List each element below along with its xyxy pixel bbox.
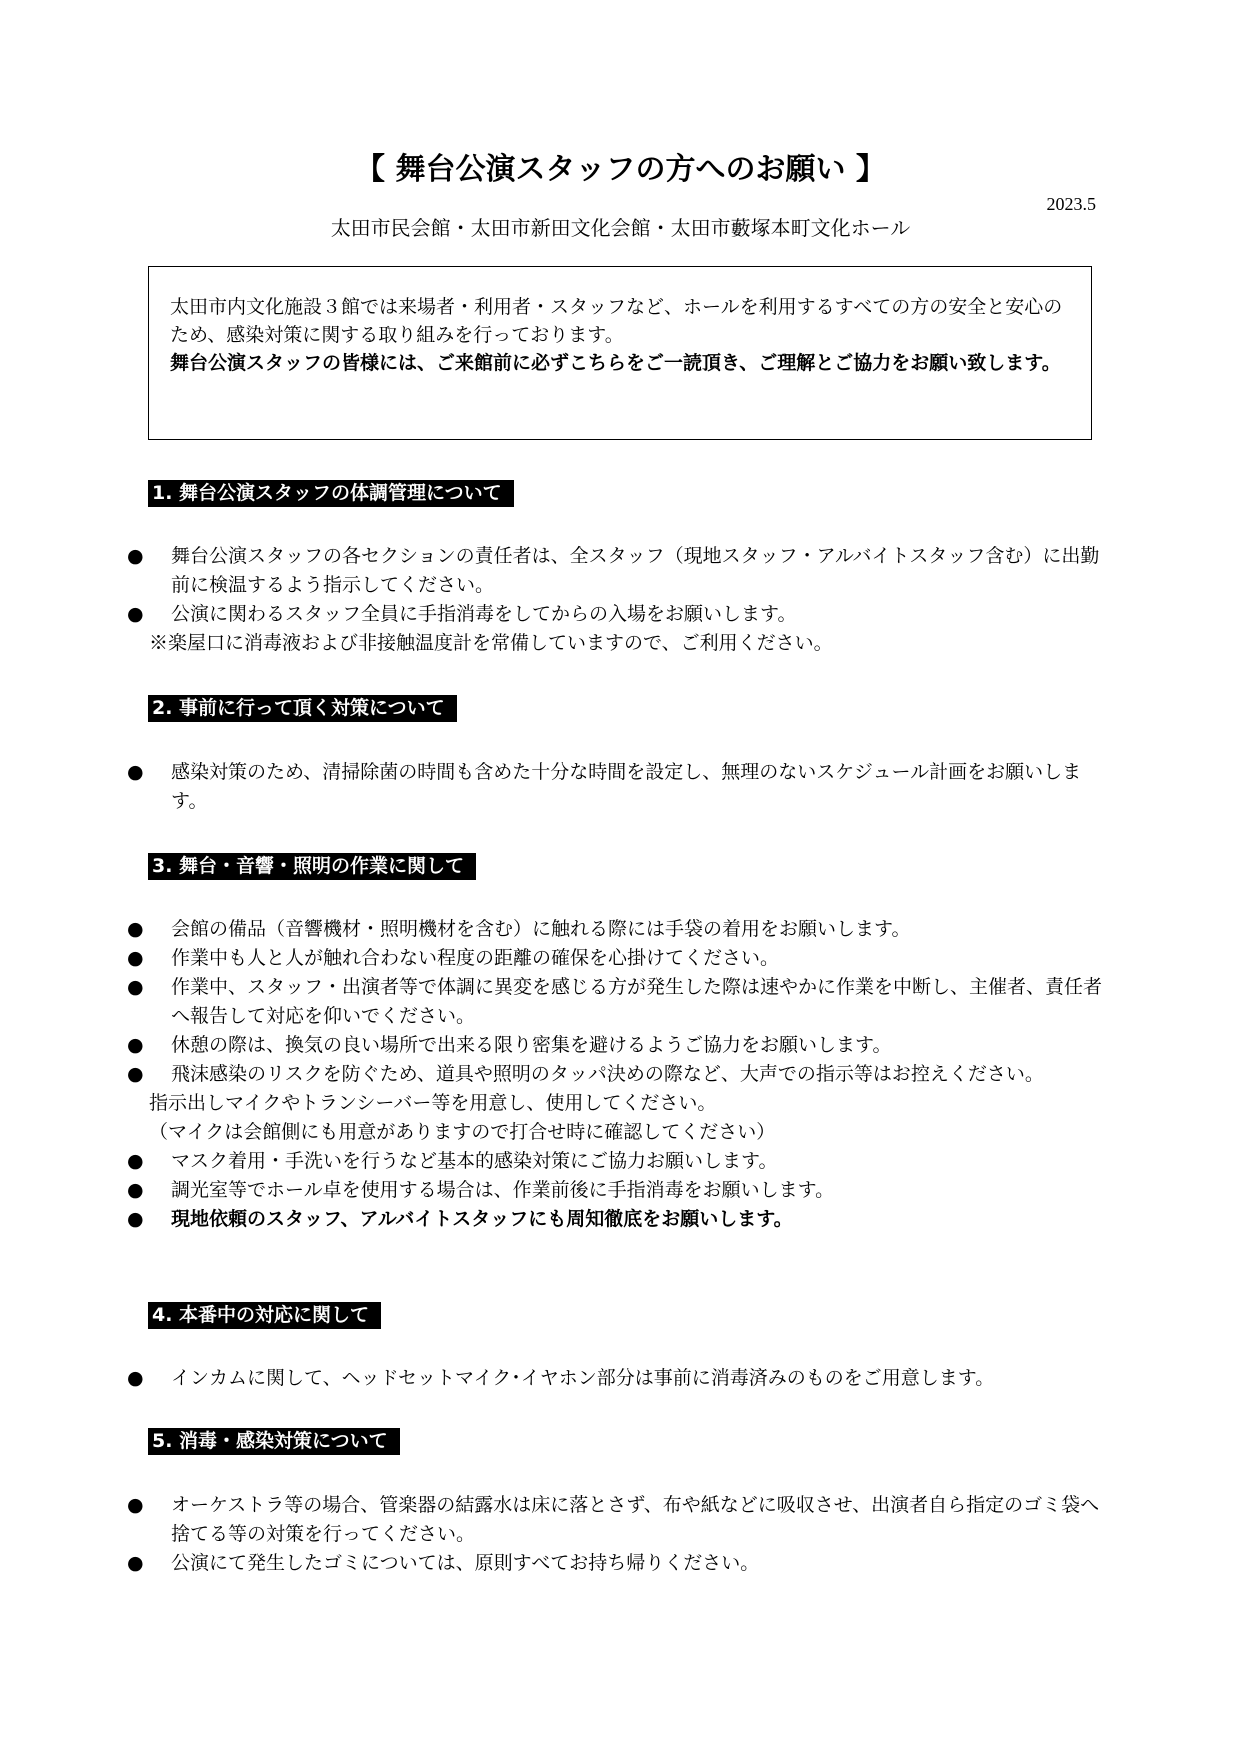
list-item: ● 感染対策のため、清掃除菌の時間も含めた十分な時間を設定し、無理のないスケジュール計画をお願いします。	[149, 758, 1109, 816]
facility-names: 太田市民会館・太田市新田文化会館・太田市藪塚本町文化ホール	[330, 216, 911, 240]
sub-line: （マイクは会館側にも用意がありますので打合せ時に確認してください）	[149, 1121, 776, 1143]
list-item: ● 飛沫感染のリスクを防ぐため、道具や照明のタッパ決めの際など、大声での指示等はお控えください。	[149, 1060, 1109, 1089]
bullet-icon: ●	[127, 1179, 144, 1201]
list-item-emphasis: ● 現地依頼のスタッフ、アルバイトスタッフにも周知徹底をお願いします。	[149, 1205, 1109, 1234]
list-item: ● 公演にて発生したゴミについては、原則すべてお持ち帰りください。	[149, 1549, 1109, 1578]
list-item: ● 調光室等でホール卓を使用する場合は、作業前後に手指消毒をお願いします。	[149, 1176, 1109, 1205]
notice-box	[148, 266, 1092, 440]
section-heading-4: 4. 本番中の対応に関して	[148, 1302, 381, 1329]
bullet-icon: ●	[127, 603, 144, 625]
bullet-icon: ●	[127, 1034, 144, 1056]
list-item: ● 会館の備品（音響機材・照明機材を含む）に触れる際には手袋の着用をお願いします。	[149, 915, 1109, 944]
document-date: 2023.5	[1046, 194, 1096, 214]
list-item: ● インカムに関して、ヘッドセットマイク･イヤホン部分は事前に消毒済みのものをご用意します。	[149, 1364, 1109, 1393]
section-1-list	[127, 542, 1109, 658]
bullet-icon: ●	[127, 1208, 144, 1230]
bullet-icon: ●	[127, 1552, 144, 1574]
section-heading-1: 1. 舞台公演スタッフの体調管理について	[148, 480, 514, 507]
section-4-list	[127, 1364, 1109, 1393]
bullet-icon: ●	[127, 761, 144, 783]
list-item: ● 休憩の際は、換気の良い場所で出来る限り密集を避けるようご協力をお願いします。	[149, 1031, 1109, 1060]
bullet-icon: ●	[127, 1367, 144, 1389]
list-item: ● 作業中も人と人が触れ合わない程度の距離の確保を心掛けてください。	[149, 944, 1109, 973]
notice-intro: 太田市内文化施設３館では来場者・利用者・スタッフなど、ホールを利用するすべての方の安全と安心のため、感染対策に関する取り組みを行っております。	[170, 296, 1063, 346]
section-heading-2: 2. 事前に行って頂く対策について	[148, 695, 457, 722]
section-heading-3: 3. 舞台・音響・照明の作業に関して	[148, 853, 476, 880]
list-item: ● 公演に関わるスタッフ全員に手指消毒をしてからの入場をお願いします。	[149, 600, 1109, 629]
notice-text	[170, 293, 1075, 377]
bullet-icon: ●	[127, 1063, 144, 1085]
section-2-list	[127, 758, 1109, 816]
sub-line: 指示出しマイクやトランシーバー等を用意し、使用してください。	[149, 1092, 717, 1114]
section-heading-5: 5. 消毒・感染対策について	[148, 1428, 400, 1455]
list-item: ● 舞台公演スタッフの各セクションの責任者は、全スタッフ（現地スタッフ・アルバイトスタッフ含む）に出勤前に検温するよう指示してください。	[149, 542, 1109, 600]
bullet-icon: ●	[127, 1150, 144, 1172]
list-item: ● 作業中、スタッフ・出演者等で体調に異変を感じる方が発生した際は速やかに作業を中断し、主催者、責任者へ報告して対応を仰いでください。	[149, 973, 1109, 1031]
bullet-icon: ●	[127, 1494, 144, 1516]
bullet-icon: ●	[127, 545, 144, 567]
section-3-list	[127, 915, 1109, 1234]
page-title: 【 舞台公演スタッフの方へのお願い 】	[355, 152, 886, 187]
bullet-icon: ●	[127, 918, 144, 940]
notice-request: 舞台公演スタッフの皆様には、ご来館前に必ずこちらをご一読頂き、ご理解とご協力をお願い致します。	[170, 352, 1061, 374]
section-5-list	[127, 1491, 1109, 1578]
bullet-icon: ●	[127, 976, 144, 998]
list-item: ● オーケストラ等の場合、管楽器の結露水は床に落とさず、布や紙などに吸収させ、出演者自ら指定のゴミ袋へ捨てる等の対策を行ってください。	[149, 1491, 1109, 1549]
list-item: ● マスク着用・手洗いを行うなど基本的感染対策にご協力お願いします。	[149, 1147, 1109, 1176]
section-1-note: ※楽屋口に消毒液および非接触温度計を常備していますので、ご利用ください。	[149, 632, 833, 654]
bullet-icon: ●	[127, 947, 144, 969]
